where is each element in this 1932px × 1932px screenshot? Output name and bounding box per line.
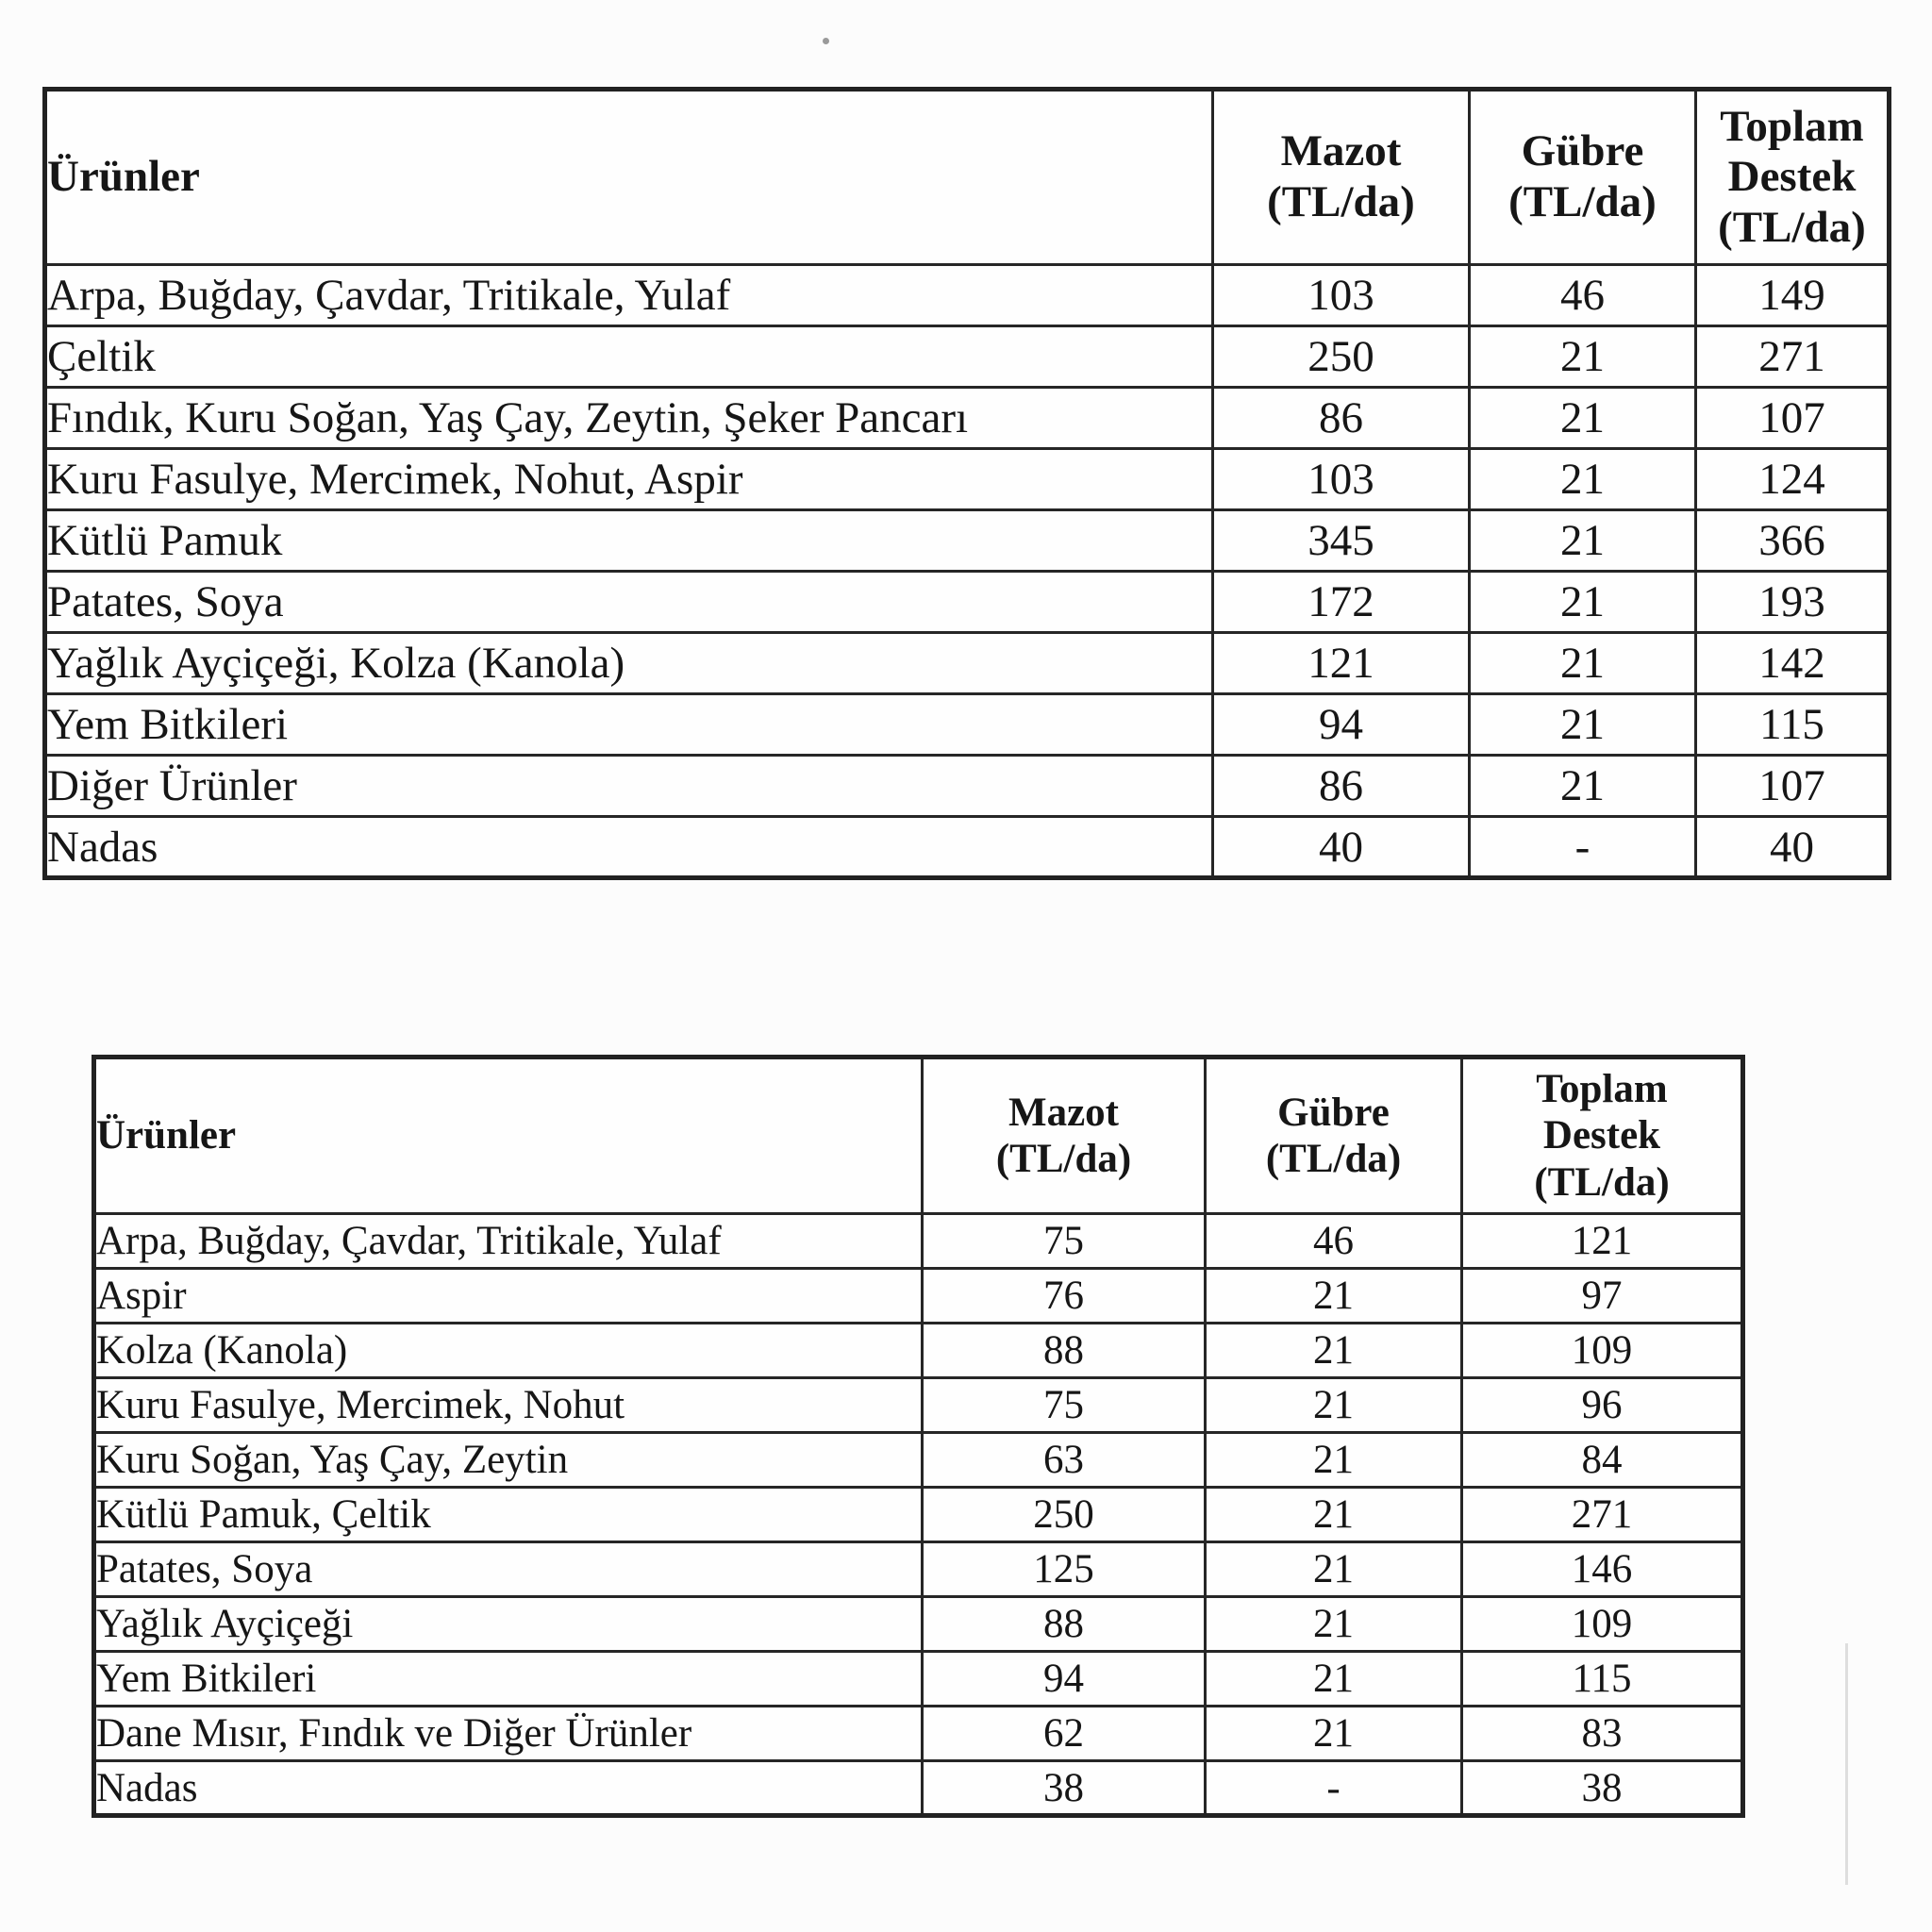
header-line: (TL/da) [995,1137,1132,1181]
scan-line-artifact [1845,1643,1848,1885]
cell-products: Fındık, Kuru Soğan, Yaş Çay, Zeytin, Şeker Pancarı [45,388,1213,449]
table-row [94,1652,1743,1707]
cell-products: Kuru Fasulye, Mercimek, Nohut [94,1378,923,1433]
cell-mazot: 75 [923,1214,1206,1269]
cell-mazot: 40 [1213,817,1470,878]
table-header [94,1058,1743,1214]
header-line: Gübre [1277,1090,1390,1135]
cell-mazot: 63 [923,1433,1206,1488]
table-row [94,1761,1743,1816]
cell-toplam-destek: 115 [1462,1652,1743,1707]
cell-toplam-destek: 121 [1462,1214,1743,1269]
cell-products: Kuru Soğan, Yaş Çay, Zeytin [94,1433,923,1488]
table-row [94,1433,1743,1488]
cell-products: Patates, Soya [94,1542,923,1597]
header-line: (TL/da) [1267,177,1415,226]
column-header-gubre [1470,90,1696,265]
table-body [45,265,1890,878]
cell-gubre: 21 [1470,633,1696,694]
cell-products: Nadas [45,817,1213,878]
cell-products: Diğer Ürünler [45,756,1213,817]
cell-gubre: 21 [1470,572,1696,633]
cell-toplam-destek: 107 [1696,388,1890,449]
header-line: (TL/da) [1508,177,1657,226]
cell-toplam-destek: 109 [1462,1597,1743,1652]
table-row [94,1214,1743,1269]
cell-gubre: 46 [1206,1214,1462,1269]
cell-toplam-destek: 146 [1462,1542,1743,1597]
table-row [94,1707,1743,1761]
table-row [45,510,1890,572]
cell-gubre: 21 [1470,449,1696,510]
table-row [45,633,1890,694]
cell-gubre: 21 [1206,1542,1462,1597]
cell-products: Kolza (Kanola) [94,1324,923,1378]
cell-gubre: 21 [1206,1652,1462,1707]
column-header-mazot [1213,90,1470,265]
cell-gubre: - [1206,1761,1462,1816]
table-row [94,1324,1743,1378]
header-line: Destek [1542,1113,1661,1158]
header-line: Ürünler [96,1113,237,1158]
table-body [94,1214,1743,1816]
table-row [45,694,1890,756]
cell-toplam-destek: 97 [1462,1269,1743,1324]
column-header-mazot [923,1058,1206,1214]
table-row [45,572,1890,633]
cell-products: Kütlü Pamuk, Çeltik [94,1488,923,1542]
cell-products: Kuru Fasulye, Mercimek, Nohut, Aspir [45,449,1213,510]
column-header-toplam-destek [1696,90,1890,265]
header-line: Mazot [1008,1090,1119,1135]
column-header-products [45,90,1213,265]
cell-mazot: 86 [1213,388,1470,449]
cell-products: Yağlık Ayçiçeği [94,1597,923,1652]
cell-mazot: 250 [923,1488,1206,1542]
cell-toplam-destek: 38 [1462,1761,1743,1816]
cell-gubre: 21 [1470,694,1696,756]
cell-mazot: 103 [1213,449,1470,510]
cell-mazot: 38 [923,1761,1206,1816]
table-row [45,388,1890,449]
cell-toplam-destek: 142 [1696,633,1890,694]
cell-gubre: 21 [1206,1488,1462,1542]
cell-mazot: 88 [923,1324,1206,1378]
cell-products: Arpa, Buğday, Çavdar, Tritikale, Yulaf [45,265,1213,326]
table-row [45,326,1890,388]
cell-toplam-destek: 83 [1462,1707,1743,1761]
cell-products: Arpa, Buğday, Çavdar, Tritikale, Yulaf [94,1214,923,1269]
cell-mazot: 75 [923,1378,1206,1433]
cell-toplam-destek: 109 [1462,1324,1743,1378]
cell-products: Yağlık Ayçiçeği, Kolza (Kanola) [45,633,1213,694]
cell-products: Dane Mısır, Fındık ve Diğer Ürünler [94,1707,923,1761]
cell-gubre: 21 [1206,1269,1462,1324]
header-line: Mazot [1280,126,1402,176]
cell-toplam-destek: 193 [1696,572,1890,633]
column-header-gubre [1206,1058,1462,1214]
cell-toplam-destek: 366 [1696,510,1890,572]
column-header-products [94,1058,923,1214]
cell-toplam-destek: 271 [1462,1488,1743,1542]
table-row [45,265,1890,326]
cell-toplam-destek: 107 [1696,756,1890,817]
table-row [94,1269,1743,1324]
cell-gubre: 21 [1206,1433,1462,1488]
support-table-lower [92,1055,1745,1818]
cell-mazot: 103 [1213,265,1470,326]
support-table-upper [42,87,1891,880]
cell-gubre: 21 [1206,1597,1462,1652]
cell-gubre: 21 [1470,326,1696,388]
header-line: Toplam [1536,1067,1668,1112]
header-line: (TL/da) [1718,202,1866,252]
column-header-toplam-destek [1462,1058,1743,1214]
cell-mazot: 94 [1213,694,1470,756]
header-line: Ürünler [47,152,200,202]
cell-mazot: 125 [923,1542,1206,1597]
table-row [45,756,1890,817]
cell-gubre: 21 [1206,1707,1462,1761]
cell-mazot: 121 [1213,633,1470,694]
cell-toplam-destek: 124 [1696,449,1890,510]
cell-gubre: - [1470,817,1696,878]
cell-products: Yem Bitkileri [45,694,1213,756]
cell-products: Patates, Soya [45,572,1213,633]
cell-gubre: 21 [1470,510,1696,572]
table-row [45,449,1890,510]
table-header [45,90,1890,265]
header-line: Gübre [1521,126,1644,176]
cell-toplam-destek: 84 [1462,1433,1743,1488]
header-row [94,1058,1743,1214]
header-line: Toplam [1720,101,1864,151]
cell-mazot: 345 [1213,510,1470,572]
cell-gubre: 21 [1470,756,1696,817]
table-row [94,1488,1743,1542]
cell-mazot: 172 [1213,572,1470,633]
cell-products: Yem Bitkileri [94,1652,923,1707]
cell-toplam-destek: 271 [1696,326,1890,388]
cell-products: Kütlü Pamuk [45,510,1213,572]
scan-speck [823,38,829,44]
header-line: (TL/da) [1534,1159,1670,1205]
cell-mazot: 88 [923,1597,1206,1652]
header-line: (TL/da) [1265,1137,1402,1181]
cell-mazot: 250 [1213,326,1470,388]
cell-gubre: 46 [1470,265,1696,326]
cell-toplam-destek: 115 [1696,694,1890,756]
cell-mazot: 76 [923,1269,1206,1324]
cell-products: Çeltik [45,326,1213,388]
cell-toplam-destek: 149 [1696,265,1890,326]
cell-gubre: 21 [1470,388,1696,449]
header-line: Destek [1727,152,1857,202]
cell-toplam-destek: 40 [1696,817,1890,878]
table-row [94,1597,1743,1652]
cell-products: Nadas [94,1761,923,1816]
cell-gubre: 21 [1206,1324,1462,1378]
cell-mazot: 86 [1213,756,1470,817]
table-row [94,1542,1743,1597]
table-row [45,817,1890,878]
cell-mazot: 62 [923,1707,1206,1761]
cell-gubre: 21 [1206,1378,1462,1433]
header-row [45,90,1890,265]
cell-mazot: 94 [923,1652,1206,1707]
cell-toplam-destek: 96 [1462,1378,1743,1433]
cell-products: Aspir [94,1269,923,1324]
table-row [94,1378,1743,1433]
